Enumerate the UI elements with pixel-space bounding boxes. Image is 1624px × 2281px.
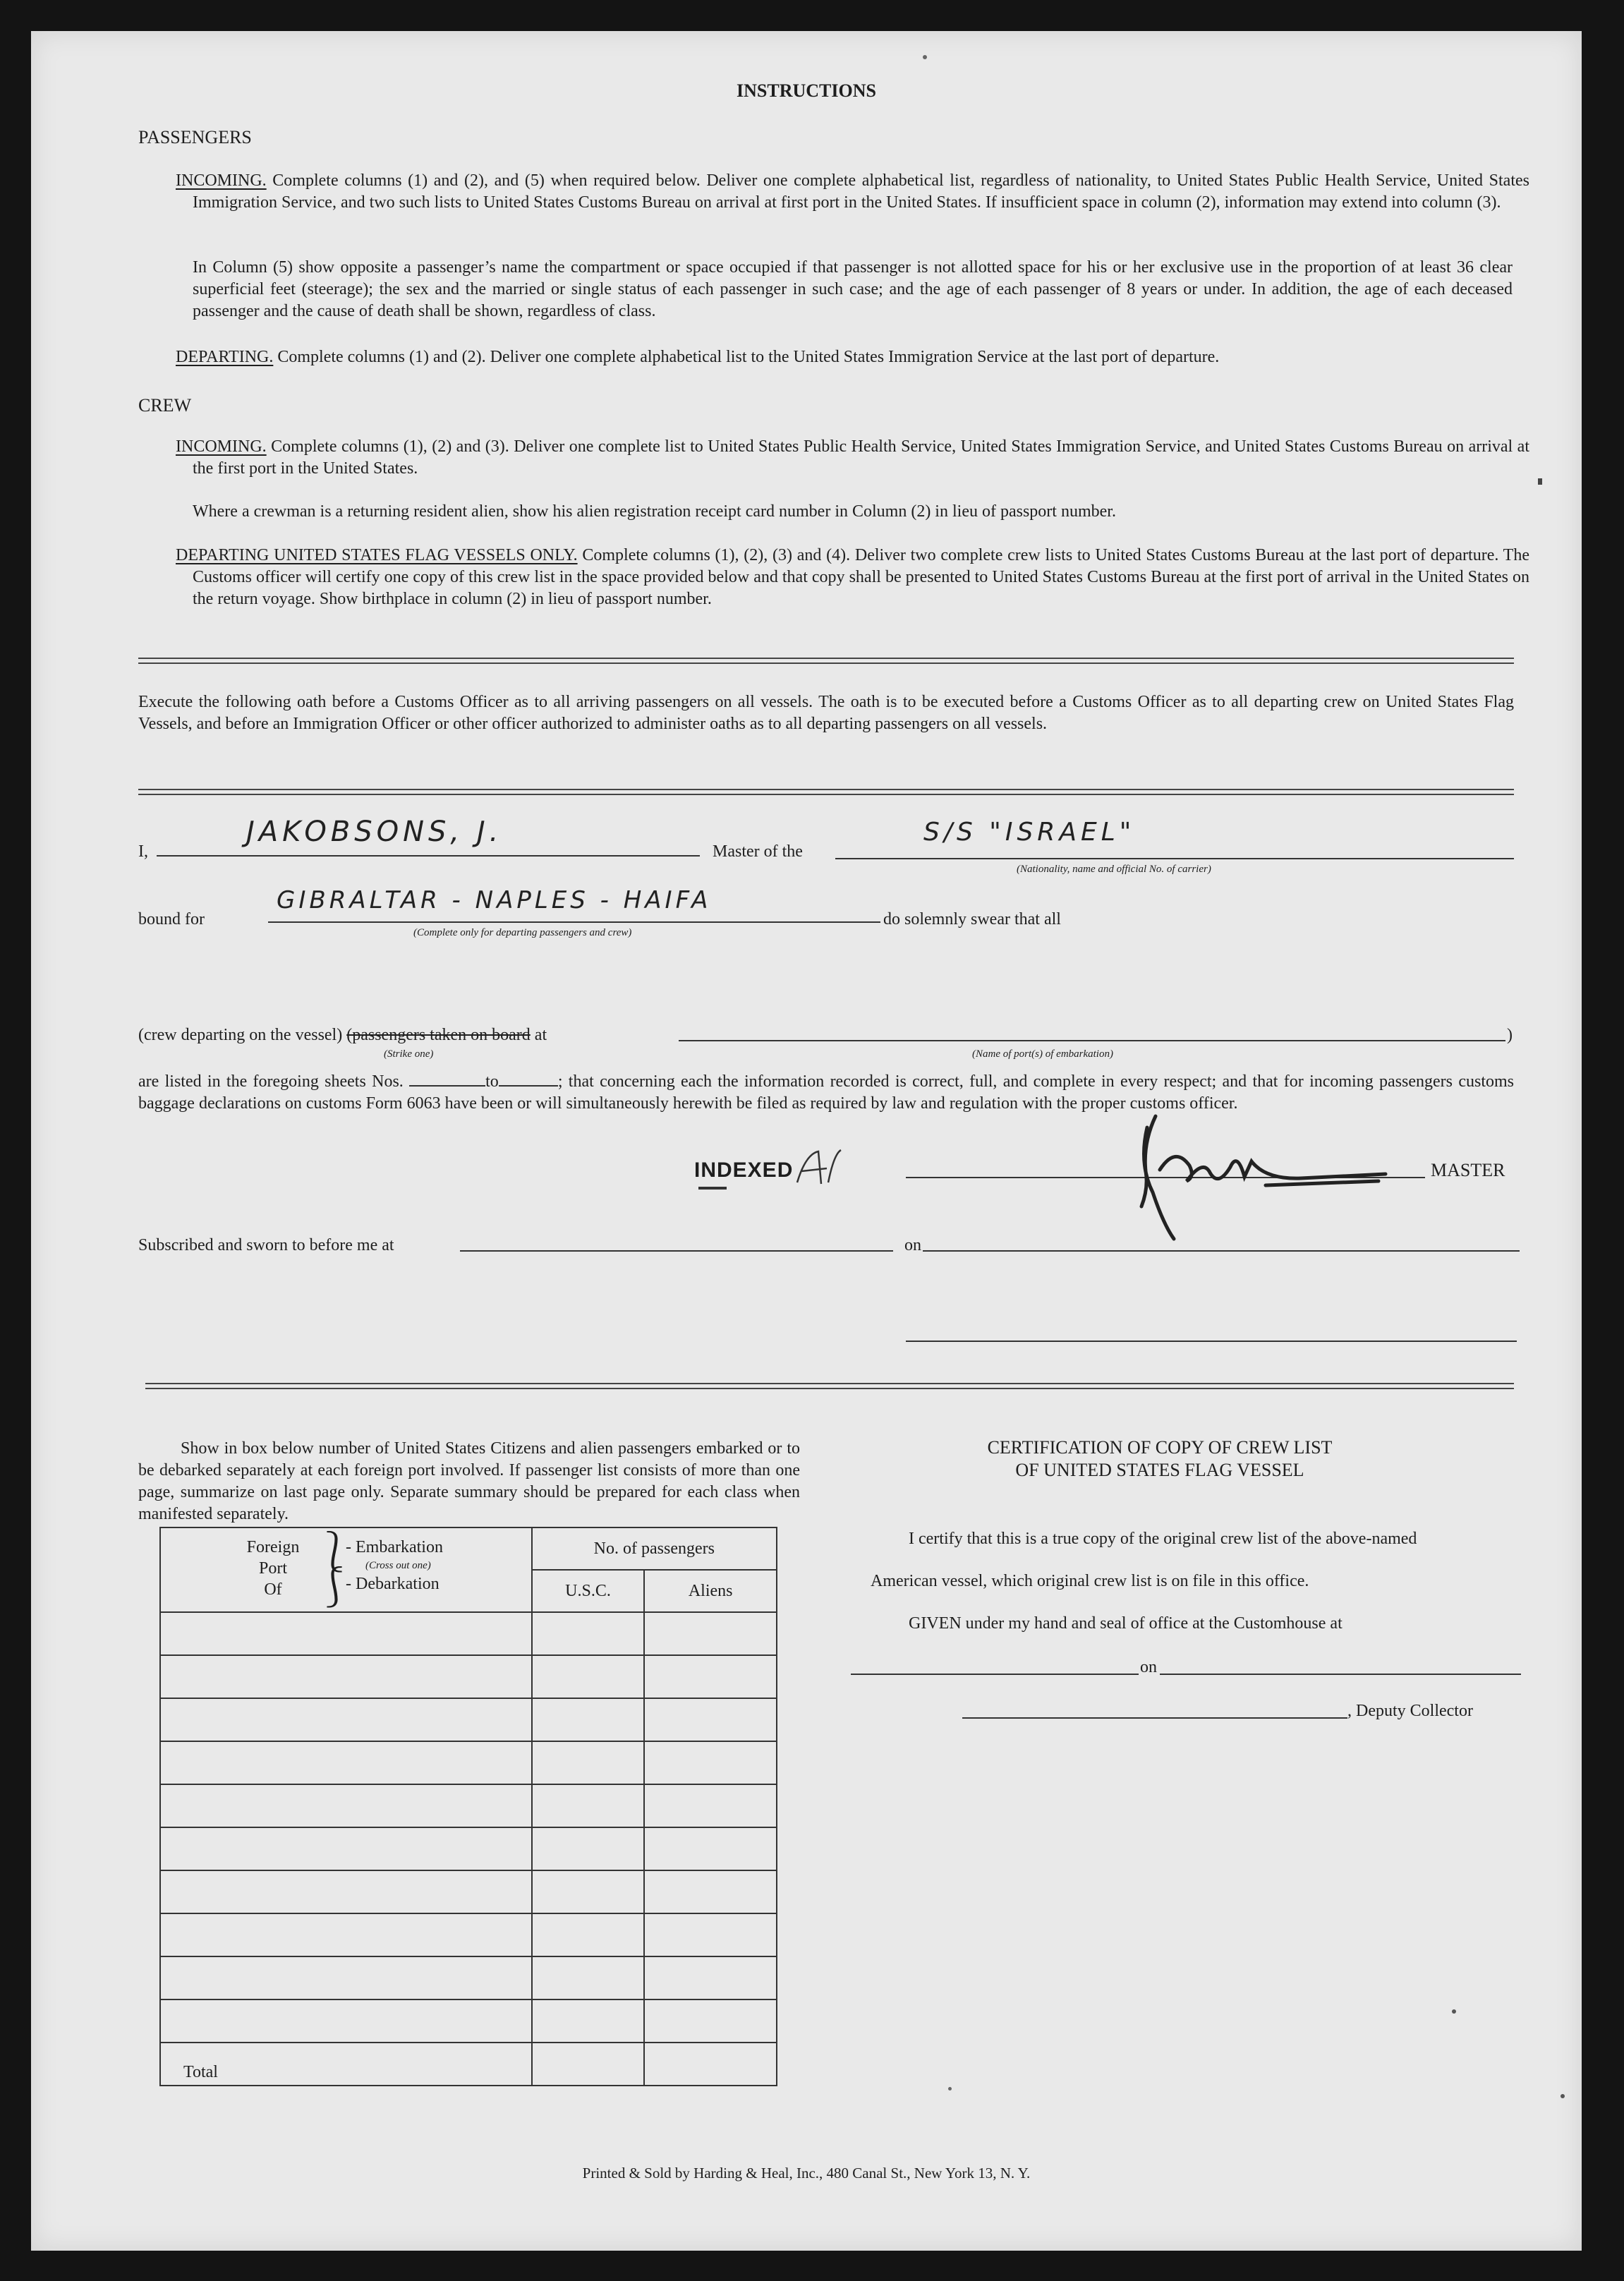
- certification-title-line1: CERTIFICATION OF COPY OF CREW LIST: [987, 1437, 1333, 1458]
- certification-title-line2: OF UNITED STATES FLAG VESSEL: [1015, 1460, 1304, 1480]
- destination-line: [268, 921, 880, 923]
- passengers-incoming-paragraph: [176, 170, 1529, 214]
- destination-caption: (Complete only for departing passengers and crew): [413, 927, 632, 938]
- listed-text: ; that concerning each the information recorded is correct, full, and complete in every respect; and that for incoming passengers customs baggage declarations on customs Form 6063 have been or will simultaneously herewith be filed as required by law and regulation with the proper customs officer.: [138, 1072, 1514, 1113]
- certification-line2: American vessel, which original crew list is on file in this office.: [871, 1572, 1309, 1590]
- cross-out-caption: (Cross out one): [365, 1560, 431, 1571]
- crew-departing-label: DEPARTING UNITED STATES FLAG VESSELS ONLY.: [176, 546, 578, 564]
- crew-resident-paragraph: Where a crewman is a returning resident alien, show his alien registration receipt card number in Column (2) in lieu of passport number.: [193, 502, 1116, 521]
- table-row: [160, 1655, 777, 1698]
- master-name-field[interactable]: JAKOBSONS, J.: [246, 816, 503, 848]
- officer-signature-line[interactable]: [906, 1341, 1517, 1342]
- speck: [1561, 2094, 1565, 2098]
- vessel-line: [835, 858, 1514, 859]
- total-aliens-cell[interactable]: [644, 2043, 777, 2086]
- passengers-incoming-text: Complete columns (1) and (2), and (5) when required below. Deliver one complete alphabetical list, regardless of nationality, to United States Public Health Service, United States Immigration Service, and two such lists to United States Customs Bureau on arrival at first port in the United States. If insufficient space in column (2), information may extend into column (3).: [193, 171, 1529, 212]
- passengers-incoming-label: INCOMING.: [176, 171, 267, 190]
- close-paren: ): [1507, 1026, 1513, 1044]
- passengers-taken-struck: (passengers taken on board: [346, 1026, 531, 1044]
- passengers-departing-label: DEPARTING.: [176, 348, 274, 366]
- speck: [1538, 478, 1542, 485]
- speck: [1452, 2009, 1456, 2014]
- table-row: [160, 1698, 777, 1741]
- sheet-to-field[interactable]: [499, 1071, 558, 1087]
- crew-heading: CREW: [138, 395, 192, 416]
- crew-departing-option: [138, 1026, 547, 1045]
- crew-incoming-paragraph: [176, 436, 1529, 480]
- bound-for-label: bound for: [138, 910, 205, 928]
- table-row: [160, 1827, 777, 1870]
- table-row: [160, 1870, 777, 1913]
- speck: [923, 55, 927, 59]
- table-row: [160, 1913, 777, 1956]
- listed-start: are listed in the foregoing sheets Nos.: [138, 1072, 404, 1091]
- certification-line3: GIVEN under my hand and seal of office at the Customhouse at: [909, 1614, 1343, 1633]
- passengers-header: No. of passengers: [532, 1527, 777, 1570]
- initials-mark: [792, 1147, 848, 1190]
- usc-header: U.S.C.: [532, 1570, 645, 1612]
- crew-departing-text: (crew departing on the vessel): [138, 1026, 343, 1044]
- master-label: MASTER: [1431, 1160, 1505, 1180]
- crew-incoming-text: Complete columns (1), (2) and (3). Deliver one complete list to United States Public Health Service, United States Immigration Service, and United States Customs Bureau on arrival at the first port in the United States.: [193, 437, 1529, 478]
- indexed-stamp: INDEXED: [694, 1158, 793, 1182]
- passengers-heading: PASSENGERS: [138, 127, 252, 147]
- printer-credit: Printed & Sold by Harding & Heal, Inc., 480 Canal St., New York 13, N. Y.: [582, 2165, 1031, 2182]
- sheet-from-field[interactable]: [409, 1071, 485, 1087]
- vessel-field[interactable]: S/S "ISRAEL": [923, 818, 1136, 847]
- divider: [138, 658, 1514, 664]
- master-of-label: Master of the: [713, 842, 803, 861]
- table-row: [160, 1612, 777, 1655]
- table-row: [160, 1956, 777, 1999]
- table-row: [160, 1784, 777, 1827]
- certification-on-label: on: [1140, 1658, 1157, 1676]
- sworn-date-line[interactable]: [923, 1250, 1520, 1252]
- crew-incoming-label: INCOMING.: [176, 437, 267, 456]
- of-label: Of: [264, 1580, 282, 1599]
- aliens-header: Aliens: [644, 1570, 777, 1612]
- passengers-departing-text: Complete columns (1) and (2). Deliver one complete alphabetical list to the United States Immigration Service at the last port of departure.: [273, 348, 1220, 366]
- instructions-title: INSTRUCTIONS: [737, 80, 876, 101]
- oath-intro: Execute the following oath before a Customs Officer as to all arriving passengers on all vessels. The oath is to be executed before a Customs Officer as to all departing crew on United States Flag Vessels, and before an Immigration Officer or other officer authorized to administer oaths as to all departing passengers on all vessels.: [138, 693, 1514, 733]
- table-row: [160, 1999, 777, 2043]
- total-label: Total: [160, 2043, 532, 2086]
- certification-line1: I certify that this is a true copy of the original crew list of the above-named: [909, 1530, 1417, 1548]
- column5-paragraph: In Column (5) show opposite a passenger’s name the compartment or space occupied if that passenger is not allotted space for his or her exclusive use in the proportion of at least 36 clear superficial feet (steerage); the sex and the married or single status of each passenger in such case; and the age of each passenger of 8 years or under. In addition, the age of each deceased passenger and the cause of death shall be shown, regardless of class.: [193, 258, 1513, 320]
- to-label: to: [485, 1072, 499, 1091]
- at-label: at: [534, 1026, 547, 1044]
- embarkation-label: - Embarkation: [346, 1538, 443, 1556]
- sworn-on-label: on: [904, 1236, 921, 1254]
- summary-instructions: Show in box below number of United States Citizens and alien passengers embarked or to be debarked separately at each foreign port involved. If passenger list consists of more than one page, summarize on last page only. Separate summary should be prepared for each class when manifested separately.: [138, 1439, 800, 1523]
- debarkation-label: - Debarkation: [346, 1575, 440, 1593]
- deputy-collector-label: , Deputy Collector: [1347, 1702, 1473, 1720]
- table-row: [160, 1741, 777, 1784]
- customhouse-line[interactable]: [851, 1674, 1139, 1675]
- sworn-place-line[interactable]: [460, 1250, 893, 1252]
- passengers-departing-paragraph: [176, 346, 1529, 368]
- subscribed-label: Subscribed and sworn to before me at: [138, 1236, 394, 1254]
- brace-symbol: ⎱ ⎰: [315, 1531, 354, 1610]
- speck: [948, 2087, 952, 2091]
- port-header-cell: [160, 1527, 532, 1612]
- master-name-line: [157, 855, 700, 857]
- passenger-summary-table: [159, 1527, 777, 2086]
- certification-title: [871, 1436, 1449, 1482]
- embarkation-port-line: [679, 1040, 1505, 1041]
- port-caption: (Name of port(s) of embarkation): [972, 1048, 1113, 1060]
- crew-departing-text: Complete columns (1), (2), (3) and (4). Deliver two complete crew lists to United States Customs Bureau at the last port of departure. The Customs officer will certify one copy of this crew list in the space provided below and that copy shall be presented to United States Customs Bureau at the first port of arrival in the United States on the return voyage. Show birthplace in column (2) in lieu of passport number.: [193, 546, 1529, 608]
- divider: [145, 1383, 1514, 1389]
- port-label: Port: [258, 1559, 287, 1578]
- destination-field[interactable]: GIBRALTAR - NAPLES - HAIFA: [277, 886, 712, 914]
- total-usc-cell[interactable]: [532, 2043, 645, 2086]
- crew-departing-paragraph: [176, 545, 1529, 610]
- deputy-signature-line[interactable]: [962, 1717, 1347, 1719]
- certification-date-line[interactable]: [1160, 1674, 1521, 1675]
- master-signature: [1096, 1101, 1393, 1242]
- total-row: [160, 2043, 777, 2086]
- vessel-caption: (Nationality, name and official No. of carrier): [1017, 864, 1211, 875]
- swear-text: do solemnly swear that all: [883, 910, 1061, 928]
- form-sheet: [31, 31, 1582, 2251]
- divider: [138, 789, 1514, 795]
- foreign-label: Foreign: [246, 1538, 300, 1556]
- i-label: I,: [138, 842, 148, 861]
- strike-one-caption: (Strike one): [384, 1048, 434, 1060]
